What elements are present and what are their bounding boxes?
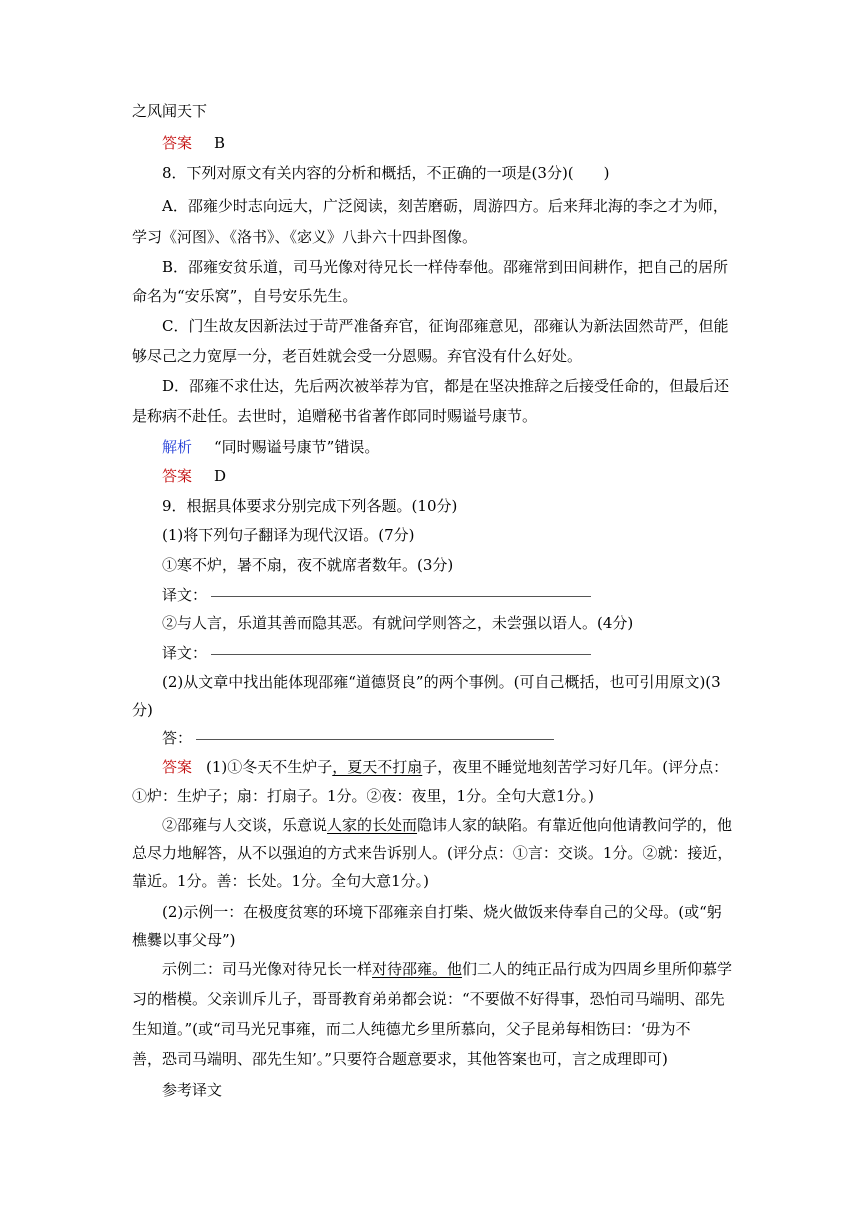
analysis-text: “同时赐谥号康节”错误。 xyxy=(214,438,380,456)
answer-text: 们二人的纯正品行成为四周乡里所仰慕学 xyxy=(462,960,733,978)
answer-label: 答案 xyxy=(162,758,193,776)
answer-line xyxy=(162,133,225,153)
text-line: 生知道。”(或“司马光兄事雍，而二人纯德尤乡里所慕向，父子昆弟每相饬曰：‘毋为不 xyxy=(132,1020,691,1038)
sentence-1: ①寒不炉，暑不扇，夜不就席者数年。(3分) xyxy=(162,556,454,574)
translation-label: 译文： xyxy=(162,586,208,604)
answer-label: 答案 xyxy=(162,134,193,152)
underlined-text: 对待邵雍。他 xyxy=(372,960,463,978)
answer-text: 子，夜里不睡觉地刻苦学习好几年。(评分点： xyxy=(422,758,729,776)
answer-blank xyxy=(196,739,554,740)
sub-question-2-line-1: (2)从文章中找出能体现邵雍“道德贤良”的两个事例。(可自己概括，也可引用原文)(3 xyxy=(162,673,721,691)
answer-prefix: 答： xyxy=(162,729,193,747)
answer-text: ②邵雍与人交谈，乐意说 xyxy=(162,816,328,834)
translation-label: 译文： xyxy=(162,644,208,662)
question-9: 9．根据具体要求分别完成下列各题。(10分) xyxy=(162,497,458,515)
text-line: 樵爨以事父母”) xyxy=(132,931,236,949)
text-line xyxy=(162,959,732,979)
text-line: 习的楷模。父亲训斥儿子，哥哥教育弟弟都会说：“不要做不好得事，恐怕司马端明、邵先 xyxy=(132,990,725,1008)
text-line: 靠近。1分。善：长处。1分。全句大意1分。) xyxy=(132,872,429,890)
analysis-line xyxy=(162,437,379,457)
option-d-line-2: 是称病不赴任。去世时，追赠秘书省著作郎同时赐谥号康节。 xyxy=(132,407,538,425)
option-c-line-1: C．门生故友因新法过于苛严准备弃官，征询邵雍意见，邵雍认为新法固然苛严，但能 xyxy=(162,317,729,335)
answer-text: (1)①冬天不生炉子 xyxy=(206,758,333,776)
answer-blank-line xyxy=(162,728,554,748)
option-a-line-2: 学习《河图》、《洛书》、《宓义》八卦六十四卦图像。 xyxy=(132,228,478,246)
option-b-line-1: B．邵雍安贫乐道，司马光像对待兄长一样侍奉他。邵雍常到田间耕作，把自己的居所 xyxy=(162,258,729,276)
answer-blank xyxy=(211,654,591,655)
translation-line-2 xyxy=(162,643,591,663)
option-b-line-2: 命名为“安乐窝”，自号安乐先生。 xyxy=(132,287,358,305)
option-a-line-1: A．邵雍少时志向远大，广泛阅读，刻苦磨砺，周游四方。后来拜北海的李之才为师， xyxy=(162,197,728,215)
option-c-line-2: 够尽己之力宽厚一分，老百姓就会受一分恩赐。弃官没有什么好处。 xyxy=(132,347,583,365)
underlined-text: ，夏天不打扇 xyxy=(332,758,423,776)
translation-line-1 xyxy=(162,585,591,605)
text-line xyxy=(162,815,732,835)
section-heading: 参考译文 xyxy=(162,1081,223,1099)
sentence-2: ②与人言，乐道其善而隐其恶。有就问学则答之，未尝强以语人。(4分) xyxy=(162,614,634,632)
sub-question-2-line-2: 分) xyxy=(132,701,153,719)
option-d-line-1: D．邵雍不求仕达，先后两次被举荐为官，都是在坚决推辞之后接受任命的，但最后还 xyxy=(162,377,730,395)
answer-line xyxy=(162,466,226,486)
sub-question-1: (1)将下列句子翻译为现代汉语。(7分) xyxy=(162,526,415,544)
underlined-text: 人家的长处而 xyxy=(327,816,418,834)
analysis-label: 解析 xyxy=(162,438,193,456)
text-line: 善，恐司马端明、邵先生知’。”只要符合题意要求，其他答案也可，言之成理即可) xyxy=(132,1050,668,1068)
text-line: 总尽力地解答，从不以强迫的方式来告诉别人。(评分点：①言：交谈。1分。②就：接近， xyxy=(132,844,733,862)
text-line: ①炉：生炉子；扇：打扇子。1分。②夜：夜里，1分。全句大意1分。) xyxy=(132,787,594,805)
answer-value: B xyxy=(214,134,226,152)
answer-label: 答案 xyxy=(162,467,193,485)
text-line: (2)示例一：在极度贫寒的环境下邵雍亲自打柴、烧火做饭来侍奉自己的父母。(或“躬 xyxy=(162,903,722,921)
answer-value: D xyxy=(214,467,227,485)
answer-text: 示例二：司马光像对待兄长一样 xyxy=(162,960,373,978)
answer-blank xyxy=(211,596,591,597)
question-8: 8．下列对原文有关内容的分析和概括，不正确的一项是(3分)( ) xyxy=(162,164,610,182)
answer-line xyxy=(162,757,728,777)
answer-text: 隐讳人家的缺陷。有靠近他向他请教问学的，他 xyxy=(417,816,733,834)
text-line: 之风闻天下 xyxy=(132,102,208,120)
